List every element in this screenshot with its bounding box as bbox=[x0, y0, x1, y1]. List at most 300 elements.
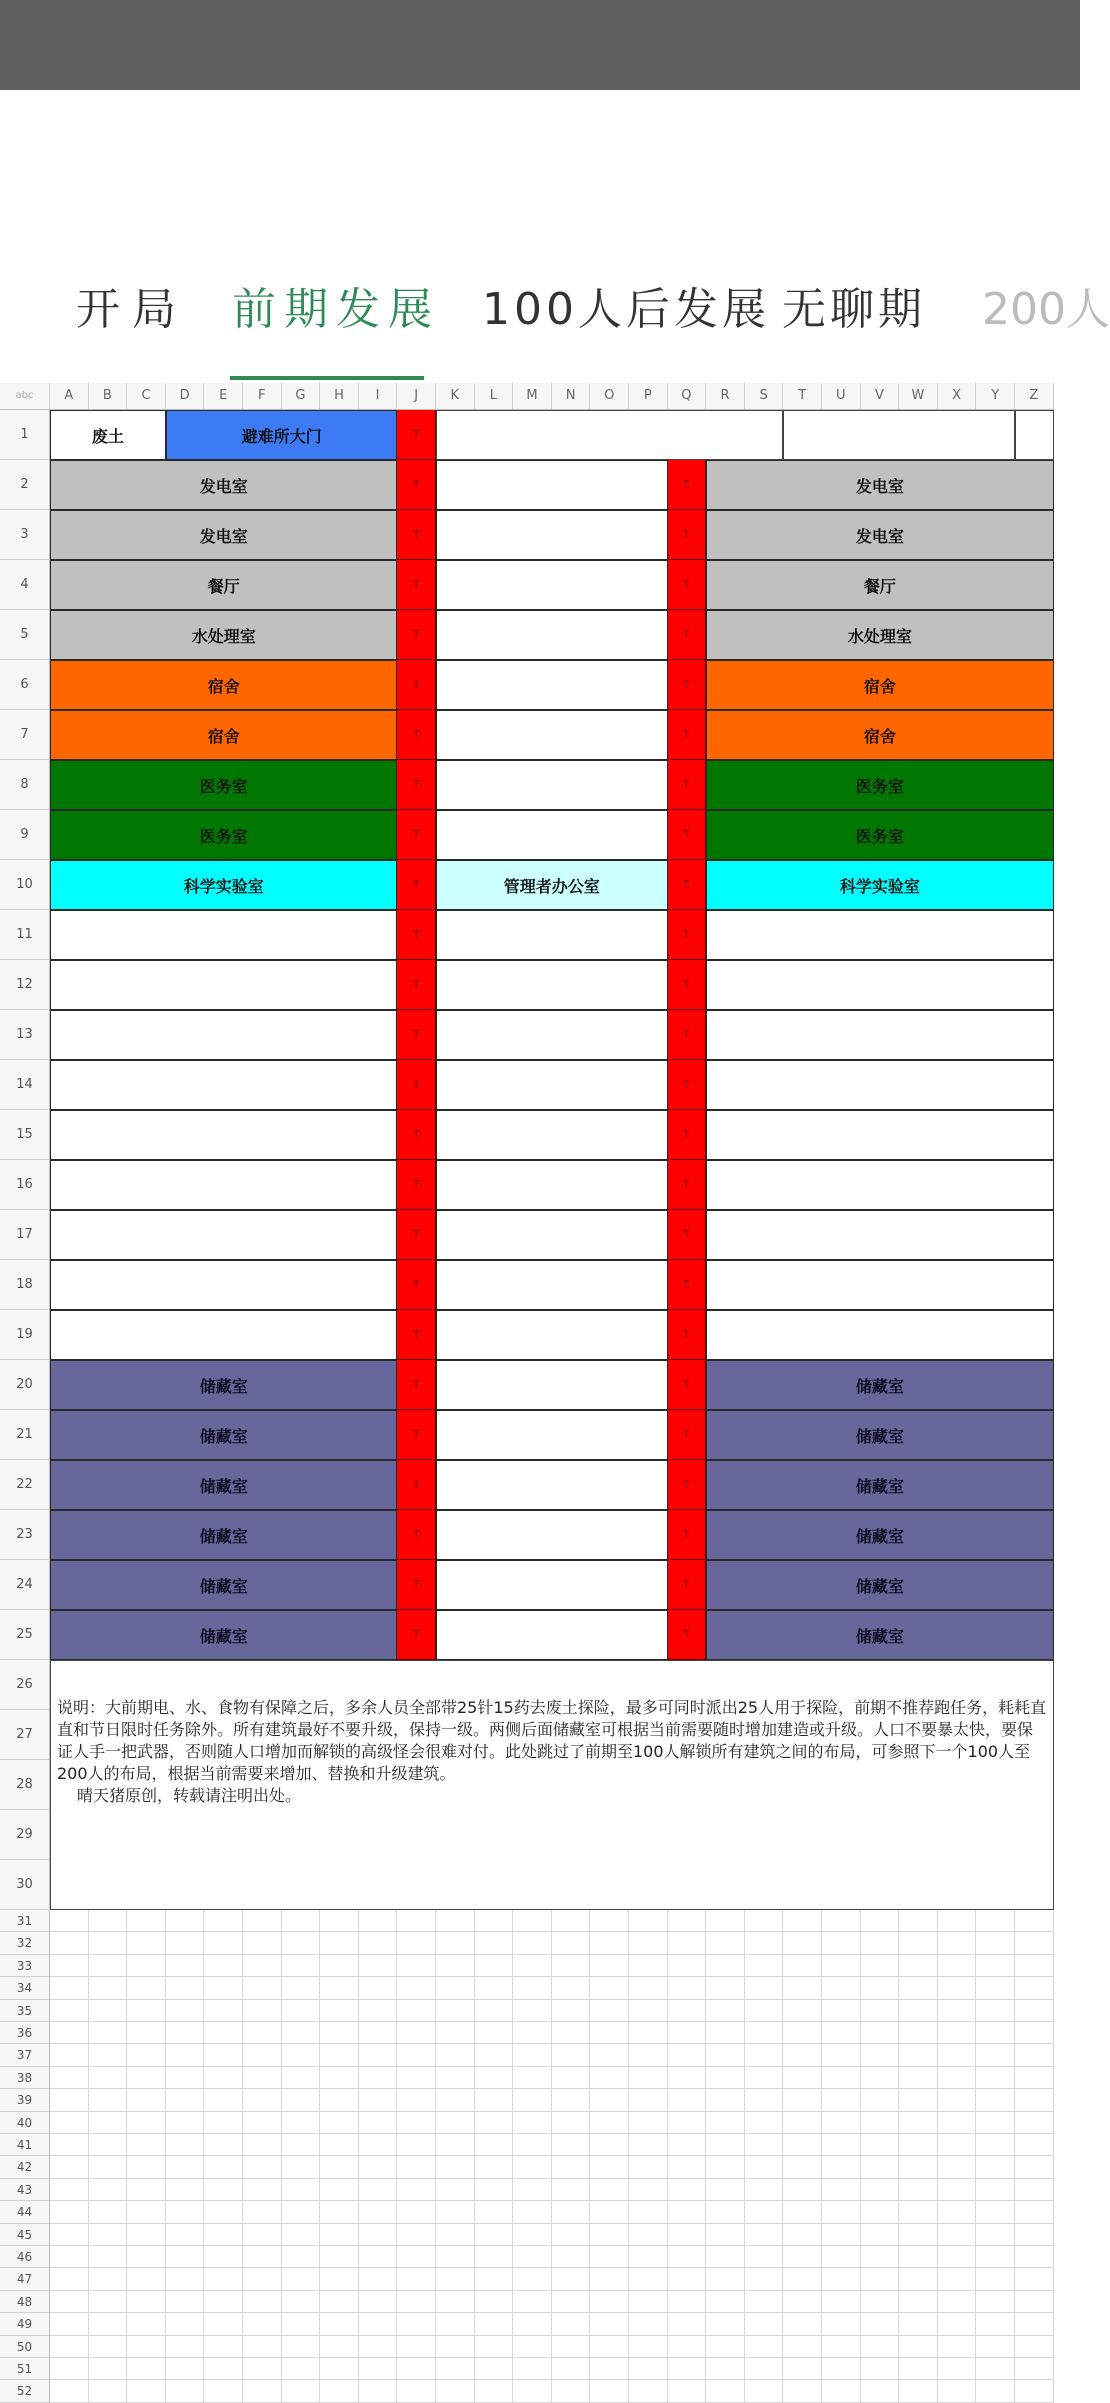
grid-cell[interactable] bbox=[552, 2336, 591, 2358]
grid-cell[interactable] bbox=[1015, 2224, 1054, 2246]
grid-cell[interactable] bbox=[204, 2336, 243, 2358]
grid-cell[interactable] bbox=[436, 2201, 475, 2223]
grid-cell[interactable] bbox=[822, 2134, 861, 2156]
grid-cell[interactable] bbox=[436, 1955, 475, 1977]
elevator-left[interactable]: T bbox=[397, 560, 436, 610]
room-middle[interactable] bbox=[436, 1510, 668, 1560]
grid-cell[interactable] bbox=[668, 1932, 707, 1954]
grid-cell[interactable] bbox=[166, 2000, 205, 2022]
grid-cell[interactable] bbox=[552, 2156, 591, 2178]
grid-cell[interactable] bbox=[976, 2179, 1015, 2201]
grid-cell[interactable] bbox=[552, 1910, 591, 1932]
grid-cell[interactable] bbox=[436, 2156, 475, 2178]
room-middle[interactable] bbox=[436, 1160, 668, 1210]
grid-cell[interactable] bbox=[243, 2224, 282, 2246]
grid-cell[interactable] bbox=[166, 2201, 205, 2223]
grid-cell[interactable] bbox=[127, 2044, 166, 2066]
grid-cell[interactable] bbox=[50, 2067, 89, 2089]
grid-cell[interactable] bbox=[783, 2022, 822, 2044]
column-header[interactable]: U bbox=[822, 383, 861, 410]
row-header[interactable]: 13 bbox=[0, 1010, 50, 1060]
empty-cell[interactable] bbox=[783, 410, 1015, 460]
room-right[interactable]: 餐厅 bbox=[706, 560, 1053, 610]
grid-cell[interactable] bbox=[706, 2224, 745, 2246]
grid-cell[interactable] bbox=[822, 2246, 861, 2268]
grid-cell[interactable] bbox=[204, 1910, 243, 1932]
grid-cell[interactable] bbox=[783, 1932, 822, 1954]
grid-cell[interactable] bbox=[899, 1955, 938, 1977]
grid-cell[interactable] bbox=[861, 2067, 900, 2089]
elevator-left[interactable]: T bbox=[397, 710, 436, 760]
grid-cell[interactable] bbox=[513, 2246, 552, 2268]
grid-cell[interactable] bbox=[745, 2089, 784, 2111]
grid-cell[interactable] bbox=[436, 2000, 475, 2022]
grid-cell[interactable] bbox=[938, 1955, 977, 1977]
elevator-left[interactable]: T bbox=[397, 1110, 436, 1160]
grid-cell[interactable] bbox=[204, 1932, 243, 1954]
grid-cell[interactable] bbox=[706, 2358, 745, 2380]
grid-cell[interactable] bbox=[899, 1932, 938, 1954]
elevator-right[interactable]: T bbox=[668, 1360, 707, 1410]
grid-cell[interactable] bbox=[976, 2313, 1015, 2335]
room-right[interactable] bbox=[706, 1210, 1053, 1260]
room-left[interactable]: 水处理室 bbox=[50, 610, 397, 660]
grid-cell[interactable] bbox=[204, 2380, 243, 2402]
grid-cell[interactable] bbox=[590, 2179, 629, 2201]
elevator-left[interactable]: T bbox=[397, 1360, 436, 1410]
grid-cell[interactable] bbox=[127, 2067, 166, 2089]
grid-cell[interactable] bbox=[513, 1932, 552, 1954]
grid-cell[interactable] bbox=[938, 2044, 977, 2066]
grid-cell[interactable] bbox=[243, 1977, 282, 1999]
room-right[interactable]: 储藏室 bbox=[706, 1610, 1053, 1660]
grid-cell[interactable] bbox=[706, 2156, 745, 2178]
grid-cell[interactable] bbox=[976, 2112, 1015, 2134]
elevator-left[interactable]: T bbox=[397, 910, 436, 960]
row-header[interactable]: 3 bbox=[0, 510, 50, 560]
grid-cell[interactable] bbox=[938, 2112, 977, 2134]
row-header[interactable]: 49 bbox=[0, 2313, 50, 2335]
elevator-right[interactable]: T bbox=[668, 1160, 707, 1210]
elevator-right[interactable]: T bbox=[668, 860, 707, 910]
row-header[interactable]: 52 bbox=[0, 2380, 50, 2402]
room-left[interactable]: 储藏室 bbox=[50, 1410, 397, 1460]
grid-cell[interactable] bbox=[976, 2358, 1015, 2380]
row-header[interactable]: 29 bbox=[0, 1810, 50, 1860]
elevator-right[interactable]: T bbox=[668, 610, 707, 660]
grid-cell[interactable] bbox=[359, 2313, 398, 2335]
grid-cell[interactable] bbox=[783, 2067, 822, 2089]
grid-cell[interactable] bbox=[668, 2089, 707, 2111]
grid-cell[interactable] bbox=[166, 1932, 205, 1954]
grid-cell[interactable] bbox=[822, 1977, 861, 1999]
grid-cell[interactable] bbox=[127, 2022, 166, 2044]
grid-cell[interactable] bbox=[668, 1977, 707, 1999]
grid-cell[interactable] bbox=[1015, 2179, 1054, 2201]
grid-cell[interactable] bbox=[89, 1955, 128, 1977]
tab-early-development[interactable]: 前期发展 bbox=[232, 284, 440, 335]
elevator-right[interactable]: T bbox=[668, 660, 707, 710]
grid-cell[interactable] bbox=[552, 2044, 591, 2066]
grid-cell[interactable] bbox=[899, 2380, 938, 2402]
grid-cell[interactable] bbox=[938, 2067, 977, 2089]
grid-cell[interactable] bbox=[822, 2112, 861, 2134]
grid-cell[interactable] bbox=[745, 2067, 784, 2089]
grid-cell[interactable] bbox=[359, 1910, 398, 1932]
grid-cell[interactable] bbox=[89, 1910, 128, 1932]
grid-cell[interactable] bbox=[89, 1977, 128, 1999]
grid-cell[interactable] bbox=[50, 2201, 89, 2223]
grid-cell[interactable] bbox=[513, 2179, 552, 2201]
grid-cell[interactable] bbox=[166, 2089, 205, 2111]
grid-cell[interactable] bbox=[204, 2358, 243, 2380]
grid-cell[interactable] bbox=[359, 2000, 398, 2022]
room-right[interactable] bbox=[706, 1310, 1053, 1360]
grid-cell[interactable] bbox=[783, 2156, 822, 2178]
room-left[interactable]: 科学实验室 bbox=[50, 860, 397, 910]
grid-cell[interactable] bbox=[320, 1910, 359, 1932]
grid-cell[interactable] bbox=[899, 2067, 938, 2089]
grid-cell[interactable] bbox=[50, 2313, 89, 2335]
grid-cell[interactable] bbox=[552, 1977, 591, 1999]
grid-cell[interactable] bbox=[50, 2022, 89, 2044]
grid-cell[interactable] bbox=[282, 2246, 321, 2268]
grid-cell[interactable] bbox=[243, 2380, 282, 2402]
grid-cell[interactable] bbox=[282, 1977, 321, 1999]
row-header[interactable]: 34 bbox=[0, 1977, 50, 1999]
grid-cell[interactable] bbox=[706, 2022, 745, 2044]
elevator-left[interactable]: T bbox=[397, 510, 436, 560]
room-left[interactable]: 宿舍 bbox=[50, 710, 397, 760]
room-right[interactable]: 储藏室 bbox=[706, 1360, 1053, 1410]
grid-cell[interactable] bbox=[282, 2380, 321, 2402]
grid-cell[interactable] bbox=[822, 1955, 861, 1977]
grid-cell[interactable] bbox=[513, 2000, 552, 2022]
grid-cell[interactable] bbox=[822, 2022, 861, 2044]
grid-cell[interactable] bbox=[50, 1977, 89, 1999]
grid-cell[interactable] bbox=[745, 2336, 784, 2358]
grid-cell[interactable] bbox=[590, 2358, 629, 2380]
grid-cell[interactable] bbox=[513, 1977, 552, 1999]
column-header[interactable]: E bbox=[204, 383, 243, 410]
row-header[interactable]: 6 bbox=[0, 660, 50, 710]
grid-cell[interactable] bbox=[89, 2224, 128, 2246]
grid-cell[interactable] bbox=[938, 2224, 977, 2246]
grid-cell[interactable] bbox=[282, 2291, 321, 2313]
grid-cell[interactable] bbox=[359, 2291, 398, 2313]
grid-cell[interactable] bbox=[1015, 1955, 1054, 1977]
elevator-right[interactable]: T bbox=[668, 1110, 707, 1160]
grid-cell[interactable] bbox=[50, 2156, 89, 2178]
grid-cell[interactable] bbox=[397, 2000, 436, 2022]
elevator-left[interactable]: T bbox=[397, 1210, 436, 1260]
grid-cell[interactable] bbox=[783, 2112, 822, 2134]
grid-cell[interactable] bbox=[668, 2291, 707, 2313]
grid-cell[interactable] bbox=[552, 1932, 591, 1954]
column-header[interactable]: M bbox=[513, 383, 552, 410]
grid-cell[interactable] bbox=[783, 1955, 822, 1977]
grid-cell[interactable] bbox=[938, 2380, 977, 2402]
grid-cell[interactable] bbox=[359, 2044, 398, 2066]
grid-cell[interactable] bbox=[397, 1932, 436, 1954]
elevator-right[interactable]: T bbox=[668, 1610, 707, 1660]
grid-cell[interactable] bbox=[513, 2201, 552, 2223]
grid-cell[interactable] bbox=[475, 2358, 514, 2380]
row-header[interactable]: 31 bbox=[0, 1910, 50, 1932]
grid-cell[interactable] bbox=[359, 2067, 398, 2089]
grid-cell[interactable] bbox=[552, 2112, 591, 2134]
grid-cell[interactable] bbox=[204, 2022, 243, 2044]
grid-cell[interactable] bbox=[783, 2246, 822, 2268]
grid-cell[interactable] bbox=[861, 1955, 900, 1977]
grid-cell[interactable] bbox=[745, 2313, 784, 2335]
column-header[interactable]: N bbox=[552, 383, 591, 410]
grid-cell[interactable] bbox=[50, 2246, 89, 2268]
grid-cell[interactable] bbox=[320, 2000, 359, 2022]
grid-cell[interactable] bbox=[397, 2067, 436, 2089]
column-header[interactable]: Q bbox=[668, 383, 707, 410]
grid-cell[interactable] bbox=[127, 2000, 166, 2022]
grid-cell[interactable] bbox=[745, 1932, 784, 1954]
grid-cell[interactable] bbox=[436, 2268, 475, 2290]
grid-cell[interactable] bbox=[552, 2313, 591, 2335]
tab-idle-period[interactable]: 无聊期 bbox=[782, 284, 926, 335]
grid-cell[interactable] bbox=[976, 2380, 1015, 2402]
grid-cell[interactable] bbox=[590, 2067, 629, 2089]
room-middle[interactable] bbox=[436, 660, 668, 710]
vault-door-cell[interactable]: 避难所大门 bbox=[166, 410, 398, 460]
grid-cell[interactable] bbox=[899, 2336, 938, 2358]
room-middle[interactable] bbox=[436, 1560, 668, 1610]
room-left[interactable] bbox=[50, 1060, 397, 1110]
row-header[interactable]: 17 bbox=[0, 1210, 50, 1260]
grid-cell[interactable] bbox=[475, 2224, 514, 2246]
grid-cell[interactable] bbox=[590, 1955, 629, 1977]
room-right[interactable]: 医务室 bbox=[706, 810, 1053, 860]
grid-cell[interactable] bbox=[629, 1955, 668, 1977]
grid-cell[interactable] bbox=[629, 2291, 668, 2313]
row-header[interactable]: 2 bbox=[0, 460, 50, 510]
grid-cell[interactable] bbox=[899, 2089, 938, 2111]
grid-cell[interactable] bbox=[938, 2201, 977, 2223]
grid-cell[interactable] bbox=[668, 1910, 707, 1932]
room-right[interactable] bbox=[706, 1160, 1053, 1210]
grid-cell[interactable] bbox=[127, 2380, 166, 2402]
grid-cell[interactable] bbox=[899, 2134, 938, 2156]
row-header[interactable]: 46 bbox=[0, 2246, 50, 2268]
room-middle[interactable]: 管理者办公室 bbox=[436, 860, 668, 910]
grid-cell[interactable] bbox=[204, 2224, 243, 2246]
grid-cell[interactable] bbox=[282, 2000, 321, 2022]
grid-cell[interactable] bbox=[629, 2044, 668, 2066]
grid-cell[interactable] bbox=[706, 2246, 745, 2268]
row-header[interactable]: 32 bbox=[0, 1932, 50, 1954]
grid-cell[interactable] bbox=[976, 2134, 1015, 2156]
row-header[interactable]: 25 bbox=[0, 1610, 50, 1660]
grid-cell[interactable] bbox=[89, 2358, 128, 2380]
grid-cell[interactable] bbox=[822, 2268, 861, 2290]
grid-cell[interactable] bbox=[629, 2358, 668, 2380]
grid-cell[interactable] bbox=[861, 2179, 900, 2201]
room-middle[interactable] bbox=[436, 1310, 668, 1360]
grid-cell[interactable] bbox=[475, 2380, 514, 2402]
grid-cell[interactable] bbox=[552, 2000, 591, 2022]
row-header[interactable]: 20 bbox=[0, 1360, 50, 1410]
grid-cell[interactable] bbox=[629, 2156, 668, 2178]
grid-cell[interactable] bbox=[899, 2022, 938, 2044]
grid-cell[interactable] bbox=[629, 1910, 668, 1932]
grid-cell[interactable] bbox=[552, 2134, 591, 2156]
grid-cell[interactable] bbox=[861, 2201, 900, 2223]
elevator-right[interactable]: T bbox=[668, 710, 707, 760]
grid-cell[interactable] bbox=[243, 1932, 282, 1954]
column-header[interactable]: V bbox=[861, 383, 900, 410]
grid-cell[interactable] bbox=[475, 2089, 514, 2111]
grid-cell[interactable] bbox=[243, 2336, 282, 2358]
grid-cell[interactable] bbox=[166, 1910, 205, 1932]
grid-cell[interactable] bbox=[204, 2313, 243, 2335]
grid-cell[interactable] bbox=[1015, 2156, 1054, 2178]
grid-cell[interactable] bbox=[127, 2089, 166, 2111]
grid-cell[interactable] bbox=[590, 2313, 629, 2335]
grid-cell[interactable] bbox=[89, 2336, 128, 2358]
grid-cell[interactable] bbox=[822, 2179, 861, 2201]
grid-cell[interactable] bbox=[899, 2313, 938, 2335]
grid-cell[interactable] bbox=[127, 2134, 166, 2156]
room-middle[interactable] bbox=[436, 1360, 668, 1410]
grid-cell[interactable] bbox=[397, 1910, 436, 1932]
grid-cell[interactable] bbox=[127, 2291, 166, 2313]
grid-cell[interactable] bbox=[50, 1932, 89, 1954]
grid-cell[interactable] bbox=[436, 1977, 475, 1999]
grid-cell[interactable] bbox=[127, 2336, 166, 2358]
grid-cell[interactable] bbox=[783, 2044, 822, 2066]
elevator-right[interactable]: T bbox=[668, 810, 707, 860]
grid-cell[interactable] bbox=[938, 1977, 977, 1999]
grid-cell[interactable] bbox=[552, 2246, 591, 2268]
grid-cell[interactable] bbox=[397, 2380, 436, 2402]
grid-cell[interactable] bbox=[282, 2224, 321, 2246]
grid-cell[interactable] bbox=[89, 2156, 128, 2178]
row-header[interactable]: 8 bbox=[0, 760, 50, 810]
grid-cell[interactable] bbox=[668, 2380, 707, 2402]
row-header[interactable]: 40 bbox=[0, 2112, 50, 2134]
grid-cell[interactable] bbox=[745, 2224, 784, 2246]
grid-cell[interactable] bbox=[166, 2246, 205, 2268]
grid-cell[interactable] bbox=[475, 2246, 514, 2268]
grid-cell[interactable] bbox=[899, 2358, 938, 2380]
grid-cell[interactable] bbox=[282, 2179, 321, 2201]
room-right[interactable]: 储藏室 bbox=[706, 1560, 1053, 1610]
grid-cell[interactable] bbox=[89, 2089, 128, 2111]
grid-cell[interactable] bbox=[475, 2179, 514, 2201]
room-right[interactable]: 科学实验室 bbox=[706, 860, 1053, 910]
grid-cell[interactable] bbox=[706, 2000, 745, 2022]
grid-cell[interactable] bbox=[282, 1955, 321, 1977]
row-header[interactable]: 16 bbox=[0, 1160, 50, 1210]
row-header[interactable]: 4 bbox=[0, 560, 50, 610]
grid-cell[interactable] bbox=[89, 2313, 128, 2335]
column-header[interactable]: K bbox=[436, 383, 475, 410]
grid-cell[interactable] bbox=[166, 2336, 205, 2358]
room-left[interactable] bbox=[50, 1110, 397, 1160]
grid-cell[interactable] bbox=[397, 1977, 436, 1999]
grid-cell[interactable] bbox=[320, 2179, 359, 2201]
grid-cell[interactable] bbox=[629, 1977, 668, 1999]
grid-cell[interactable] bbox=[513, 2134, 552, 2156]
column-header[interactable]: W bbox=[899, 383, 938, 410]
row-header[interactable]: 43 bbox=[0, 2179, 50, 2201]
grid-cell[interactable] bbox=[436, 2380, 475, 2402]
grid-cell[interactable] bbox=[320, 2044, 359, 2066]
grid-cell[interactable] bbox=[282, 1910, 321, 1932]
grid-cell[interactable] bbox=[127, 1932, 166, 1954]
grid-cell[interactable] bbox=[938, 2134, 977, 2156]
room-left[interactable]: 发电室 bbox=[50, 460, 397, 510]
grid-cell[interactable] bbox=[243, 2291, 282, 2313]
grid-cell[interactable] bbox=[204, 2134, 243, 2156]
room-right[interactable]: 储藏室 bbox=[706, 1510, 1053, 1560]
grid-cell[interactable] bbox=[861, 2268, 900, 2290]
grid-cell[interactable] bbox=[475, 2268, 514, 2290]
grid-cell[interactable] bbox=[50, 2358, 89, 2380]
row-header[interactable]: 24 bbox=[0, 1560, 50, 1610]
grid-cell[interactable] bbox=[861, 2022, 900, 2044]
grid-cell[interactable] bbox=[783, 2000, 822, 2022]
grid-cell[interactable] bbox=[745, 2268, 784, 2290]
grid-cell[interactable] bbox=[359, 1977, 398, 1999]
grid-cell[interactable] bbox=[282, 2067, 321, 2089]
grid-cell[interactable] bbox=[513, 2268, 552, 2290]
grid-cell[interactable] bbox=[243, 2313, 282, 2335]
grid-cell[interactable] bbox=[475, 1910, 514, 1932]
grid-cell[interactable] bbox=[899, 2000, 938, 2022]
grid-cell[interactable] bbox=[783, 2291, 822, 2313]
grid-cell[interactable] bbox=[282, 2022, 321, 2044]
grid-cell[interactable] bbox=[706, 2313, 745, 2335]
grid-cell[interactable] bbox=[475, 2067, 514, 2089]
grid-cell[interactable] bbox=[861, 1910, 900, 1932]
grid-cell[interactable] bbox=[745, 2156, 784, 2178]
room-middle[interactable] bbox=[436, 1110, 668, 1160]
grid-cell[interactable] bbox=[166, 1955, 205, 1977]
grid-cell[interactable] bbox=[320, 2089, 359, 2111]
grid-cell[interactable] bbox=[552, 2358, 591, 2380]
grid-cell[interactable] bbox=[822, 2291, 861, 2313]
grid-cell[interactable] bbox=[861, 2044, 900, 2066]
grid-cell[interactable] bbox=[89, 2268, 128, 2290]
grid-cell[interactable] bbox=[513, 2067, 552, 2089]
grid-cell[interactable] bbox=[204, 2179, 243, 2201]
room-left[interactable] bbox=[50, 1310, 397, 1360]
grid-cell[interactable] bbox=[938, 2291, 977, 2313]
grid-cell[interactable] bbox=[513, 2089, 552, 2111]
grid-cell[interactable] bbox=[89, 2179, 128, 2201]
grid-cell[interactable] bbox=[783, 2134, 822, 2156]
grid-cell[interactable] bbox=[976, 2044, 1015, 2066]
grid-cell[interactable] bbox=[359, 2246, 398, 2268]
grid-cell[interactable] bbox=[243, 2067, 282, 2089]
grid-cell[interactable] bbox=[938, 2000, 977, 2022]
grid-cell[interactable] bbox=[629, 2022, 668, 2044]
grid-cell[interactable] bbox=[166, 1977, 205, 1999]
grid-cell[interactable] bbox=[668, 2358, 707, 2380]
grid-cell[interactable] bbox=[976, 2022, 1015, 2044]
grid-cell[interactable] bbox=[436, 2067, 475, 2089]
grid-cell[interactable] bbox=[976, 2336, 1015, 2358]
grid-cell[interactable] bbox=[899, 2201, 938, 2223]
room-right[interactable]: 发电室 bbox=[706, 460, 1053, 510]
